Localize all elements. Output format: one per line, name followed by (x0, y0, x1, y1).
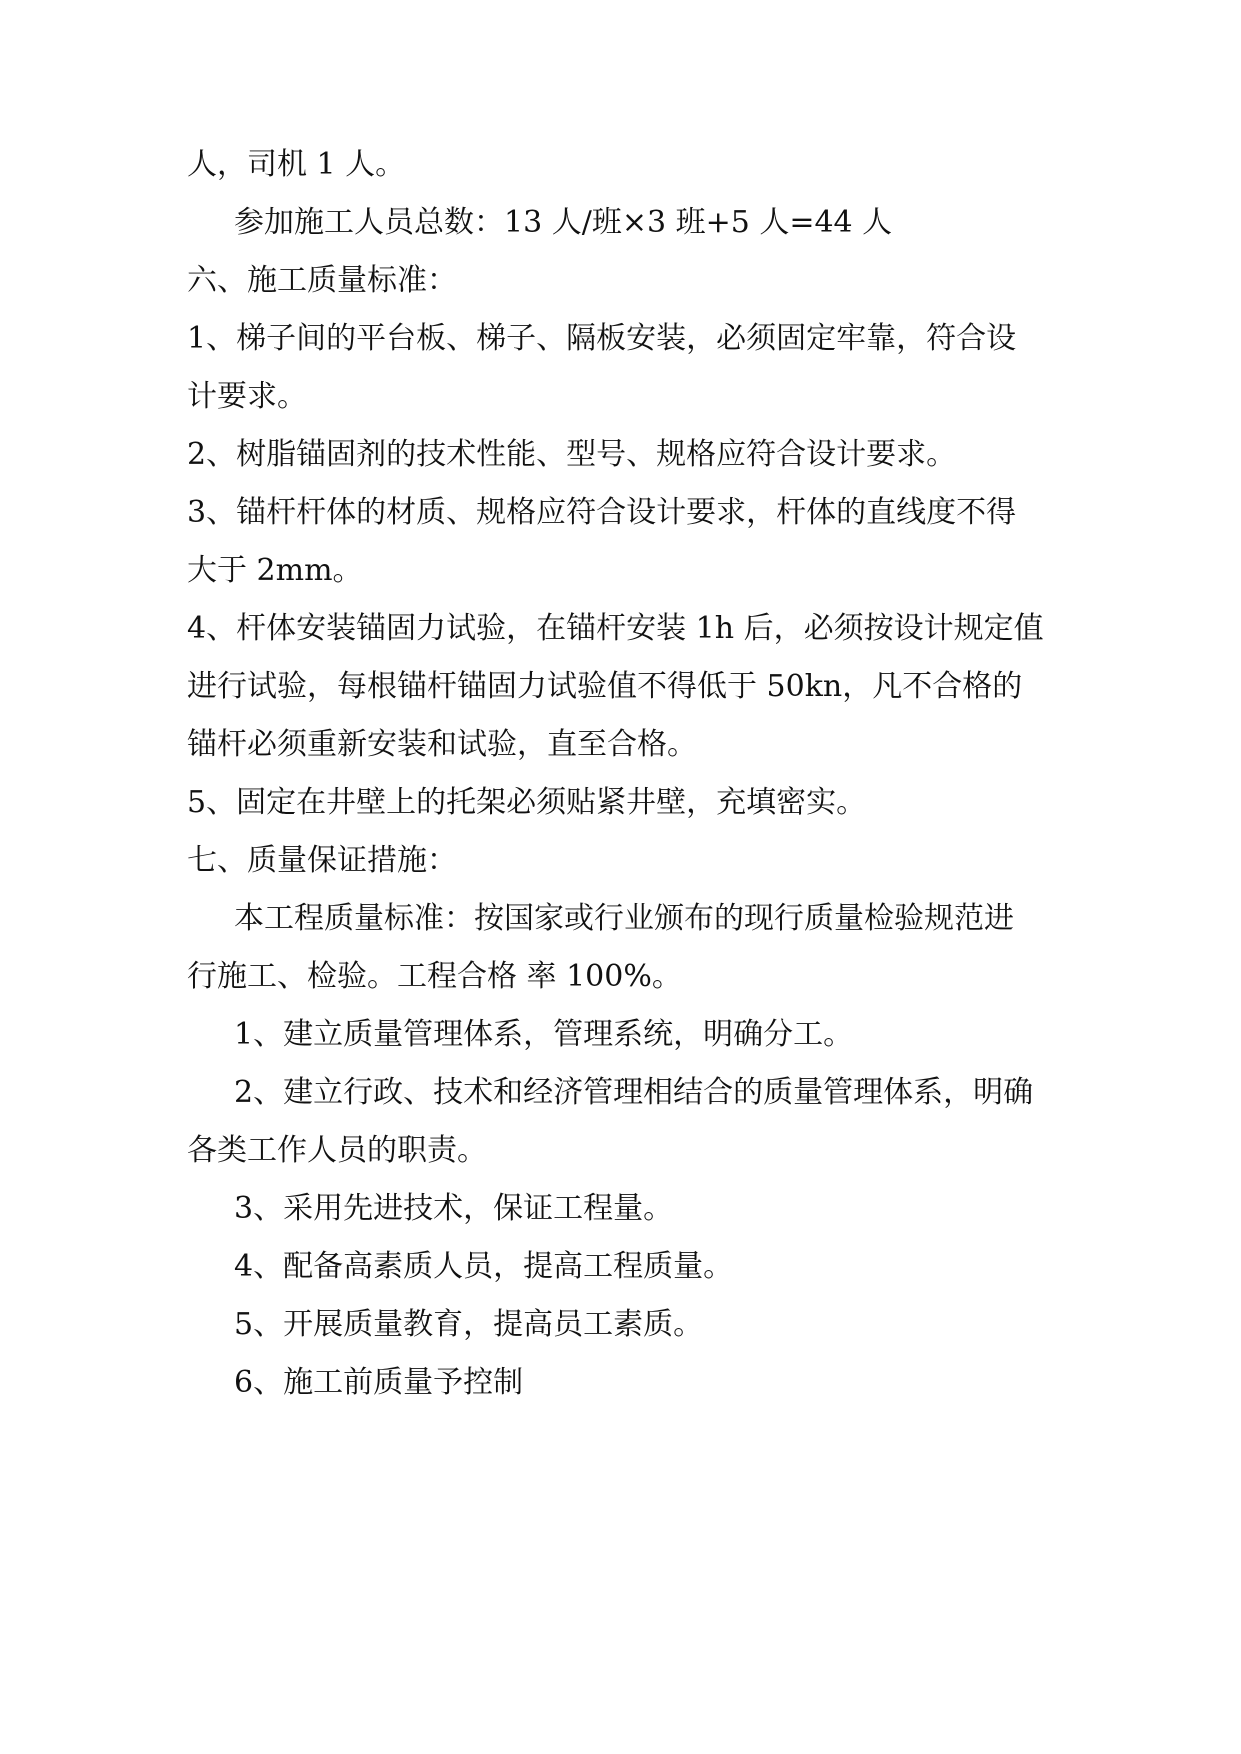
text-line: 3、锚杆杆体的材质、规格应符合设计要求，杆体的直线度不得 (187, 495, 1017, 530)
text-line: 本工程质量标准：按国家或行业颁布的现行质量检验规范进 (234, 901, 1014, 936)
text-line: 人，司机 1 人。 (187, 147, 406, 182)
text-line: 6、施工前质量予控制 (234, 1365, 524, 1400)
text-line: 锚杆必须重新安装和试验，直至合格。 (187, 727, 697, 762)
text-line: 2、树脂锚固剂的技术性能、型号、规格应符合设计要求。 (187, 437, 957, 472)
section-heading: 六、施工质量标准： (187, 263, 457, 298)
text-line: 5、开展质量教育，提高员工素质。 (234, 1307, 704, 1342)
text-line: 大于 2mm。 (187, 553, 363, 588)
text-line: 各类工作人员的职责。 (187, 1133, 487, 1168)
text-line: 3、采用先进技术，保证工程量。 (234, 1191, 674, 1226)
section-heading: 七、质量保证措施： (187, 843, 457, 878)
text-line: 1、建立质量管理体系，管理系统，明确分工。 (234, 1017, 854, 1052)
text-line: 4、配备高素质人员，提高工程质量。 (234, 1249, 734, 1284)
text-line: 1、梯子间的平台板、梯子、隔板安装，必须固定牢靠，符合设 (187, 321, 1017, 356)
text-line: 计要求。 (187, 379, 307, 414)
text-line: 2、建立行政、技术和经济管理相结合的质量管理体系，明确 (234, 1075, 1034, 1110)
text-line: 行施工、检验。工程合格 率 100%。 (187, 959, 682, 994)
text-line: 5、固定在井壁上的托架必须贴紧井壁，充填密实。 (187, 785, 867, 820)
text-line: 参加施工人员总数：13 人/班×3 班+5 人=44 人 (234, 205, 893, 240)
text-line: 4、杆体安装锚固力试验，在锚杆安装 1h 后，必须按设计规定值 (187, 611, 1044, 646)
text-line: 进行试验，每根锚杆锚固力试验值不得低于 50kn，凡不合格的 (187, 669, 1023, 704)
